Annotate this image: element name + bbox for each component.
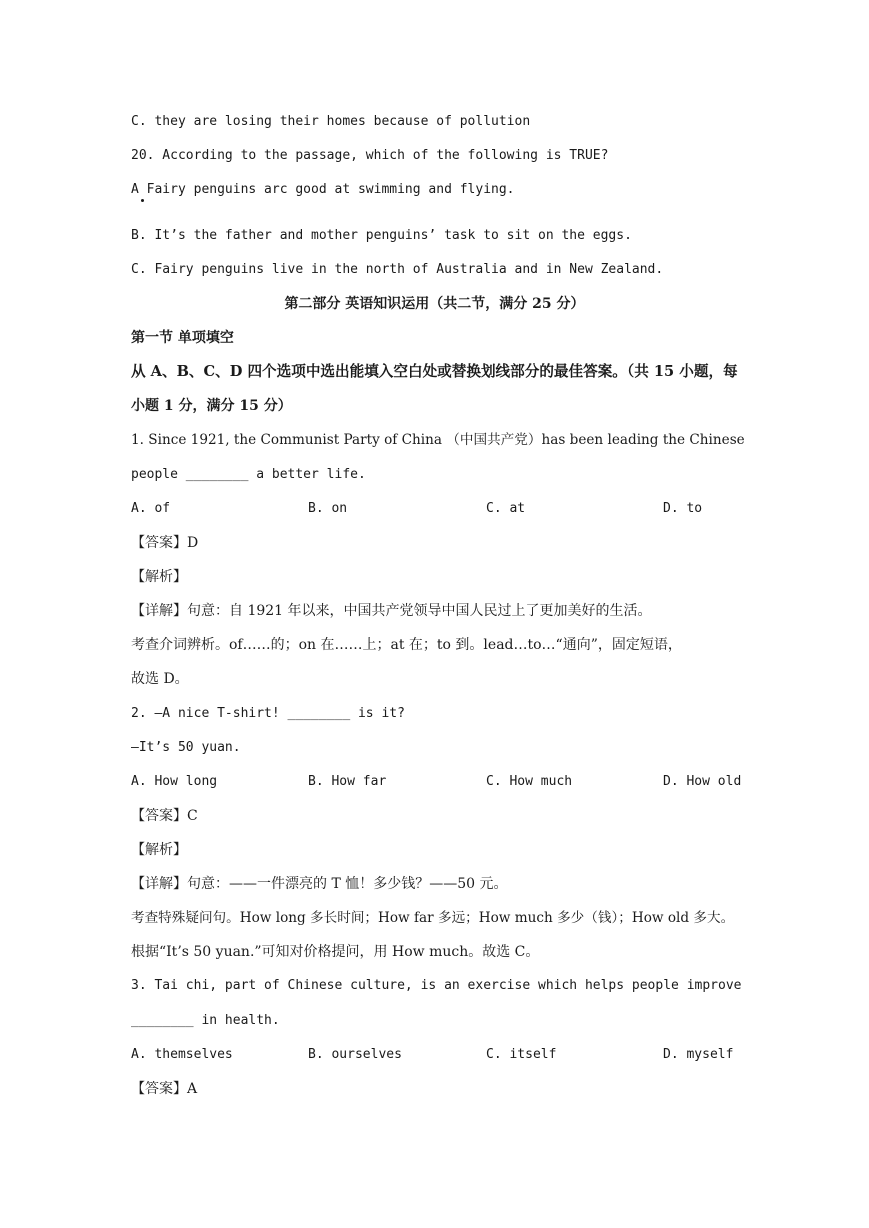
q1-option-d: D. to xyxy=(663,501,703,516)
q3-stem-line2: ________ in health. xyxy=(131,1013,280,1028)
part2-title: 第二部分 英语知识运用（共二节，满分 25 分） xyxy=(284,296,585,312)
prev-option-c: C. they are losing their homes because of pollution xyxy=(131,114,531,129)
q2-option-d: D. How old xyxy=(663,774,742,789)
stray-dot xyxy=(141,199,144,202)
q1-answer: 【答案】D xyxy=(131,535,199,551)
q2-analysis-label: 【解析】 xyxy=(131,842,187,858)
q2-answer: 【答案】C xyxy=(131,808,198,824)
q20-option-a: A Fairy penguins arc good at swimming and flying. xyxy=(131,182,515,197)
q3-stem-line1: 3. Tai chi, part of Chinese culture, is an exercise which helps people improve xyxy=(131,978,742,993)
q3-option-d: D. myself xyxy=(663,1047,734,1062)
q2-stem-line1: 2. —A nice T-shirt! ________ is it? xyxy=(131,706,405,721)
q1-stem-line2: people ________ a better life. xyxy=(131,467,366,482)
q2-detail: 【详解】句意：——一件漂亮的 T 恤！多少钱？——50 元。 xyxy=(131,876,508,892)
q20-option-c: C. Fairy penguins live in the north of Australia and in New Zealand. xyxy=(131,262,664,277)
q2-option-c: C. How much xyxy=(486,774,573,789)
q3-option-c: C. itself xyxy=(486,1047,557,1062)
q2-explain-line1: 考查特殊疑问句。How long 多长时间；How far 多远；How much 多少（钱）；How old 多大。 xyxy=(131,910,735,926)
q1-explain-line2: 故选 D。 xyxy=(131,671,189,687)
q1-stem-line1: 1. Since 1921, the Communist Party of China （中国共产党）has been leading the Chinese xyxy=(131,432,745,448)
q3-option-a: A. themselves xyxy=(131,1047,233,1062)
q1-option-c: C. at xyxy=(486,501,526,516)
q2-option-b: B. How far xyxy=(308,774,387,789)
q2-stem-line2: —It’s 50 yuan. xyxy=(131,740,241,755)
q1-analysis-label: 【解析】 xyxy=(131,569,187,585)
instruction-line1: 从 A、B、C、D 四个选项中选出能填入空白处或替换划线部分的最佳答案。（共 15 小题，每 xyxy=(131,363,738,380)
q1-option-b: B. on xyxy=(308,501,348,516)
instruction-line2: 小题 1 分，满分 15 分） xyxy=(131,398,292,414)
q1-detail: 【详解】句意：自 1921 年以来，中国共产党领导中国人民过上了更加美好的生活。 xyxy=(131,603,652,619)
q1-explain-line1: 考查介词辨析。of……的；on 在……上；at 在；to 到。lead…to…“通向”，固定短语， xyxy=(131,637,682,653)
q3-answer: 【答案】A xyxy=(131,1081,198,1097)
q2-option-a: A. How long xyxy=(131,774,218,789)
q3-option-b: B. ourselves xyxy=(308,1047,402,1062)
q20-option-b: B. It’s the father and mother penguins’ task to sit on the eggs. xyxy=(131,228,632,243)
q20-stem: 20. According to the passage, which of the following is TRUE? xyxy=(131,148,609,163)
q1-option-a: A. of xyxy=(131,501,171,516)
q2-explain-line2: 根据“It’s 50 yuan.”可知对价格提问，用 How much。故选 C。 xyxy=(131,944,540,960)
section1-title: 第一节 单项填空 xyxy=(131,330,234,346)
